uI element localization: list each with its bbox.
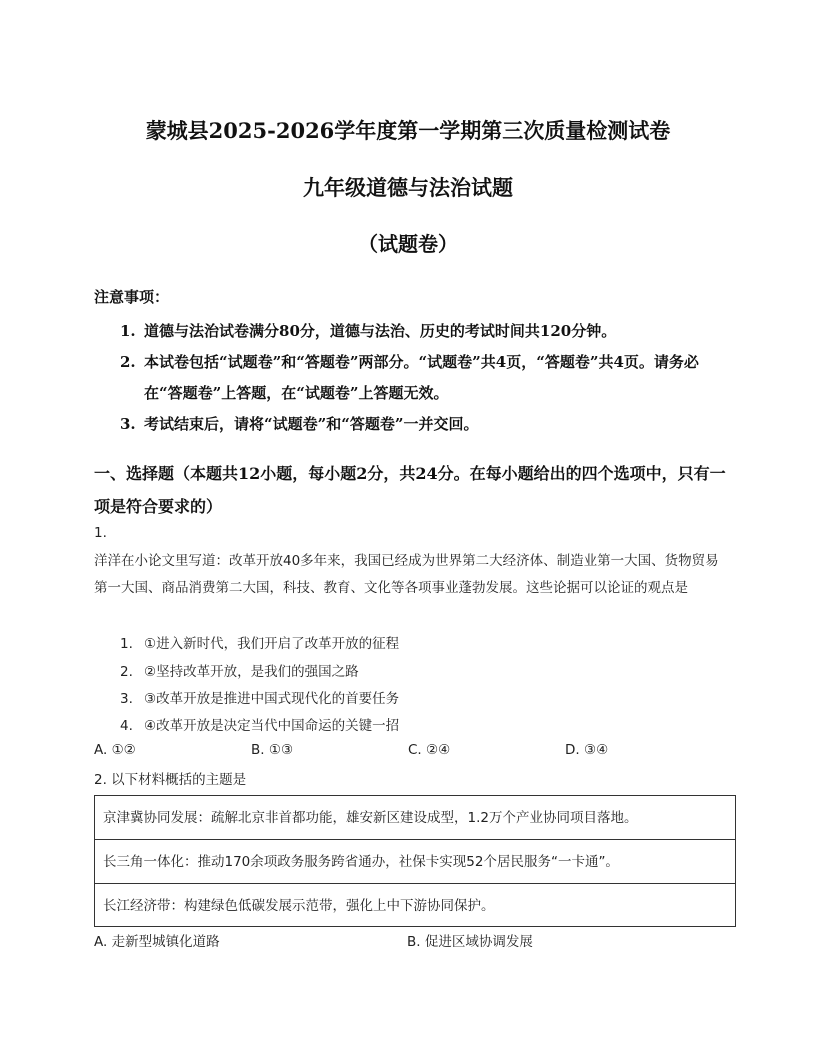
option-d[interactable]: D. ③④ [565, 742, 609, 758]
notice-item-number: 3. [120, 415, 136, 433]
statement-item [120, 714, 399, 734]
section-heading: 一、选择题（本题共12小题，每小题2分，共24分。在每小题给出的四个选项中，只有一项是符合要求的） [94, 464, 726, 516]
material-row: 长江经济带：构建绿色低碳发展示范带，强化上中下游协同保护。 [103, 898, 495, 914]
statement-number: 1. [120, 636, 133, 652]
question-number: 1. [94, 525, 107, 541]
notice-item-text: 道德与法治试卷满分80分，道德与法治、历史的考试时间共120分钟。 [144, 322, 617, 340]
statement-text: ①进入新时代，我们开启了改革开放的征程 [144, 636, 400, 652]
question-stem: 洋洋在小论文里写道：改革开放40多年来，我国已经成为世界第二大经济体、制造业第一大国、货物贸易第一大国、商品消费第二大国，科技、教育、文化等各项事业蓬勃发展。这些论据可以论证的观点是 [94, 553, 719, 596]
notice-item-text: 考试结束后，请将“试题卷”和“答题卷”一并交回。 [144, 415, 479, 433]
statement-number: 3. [120, 691, 133, 707]
exam-title: 蒙城县2025-2026学年度第一学期第三次质量检测试卷 [145, 118, 671, 143]
notice-heading: 注意事项： [94, 288, 170, 306]
notice-item [120, 409, 720, 440]
statement-item [120, 687, 399, 707]
answer-options [94, 742, 734, 758]
material-table [94, 795, 736, 927]
option-b[interactable]: B. 促进区域协调发展 [407, 934, 533, 950]
statement-item [120, 660, 359, 680]
statement-text: ②坚持改革开放，是我们的强国之路 [144, 664, 359, 680]
volume-label: （试题卷） [358, 232, 458, 256]
notice-item-text: 本试卷包括“试题卷”和“答题卷”两部分。“试题卷”共4页，“答题卷”共4页。请务必在“答题卷”上答题，在“试题卷”上答题无效。 [144, 353, 699, 402]
statement-item [120, 632, 399, 652]
option-a[interactable]: A. ①② [94, 742, 136, 758]
material-row: 长三角一体化：推动170余项政务服务跨省通办，社保卡实现52个居民服务“一卡通”。 [95, 840, 735, 884]
statement-text: ④改革开放是决定当代中国命运的关键一招 [144, 718, 400, 734]
notice-item-number: 2. [120, 353, 136, 371]
option-b[interactable]: B. ①③ [251, 742, 294, 758]
answer-options [94, 930, 734, 950]
statement-number: 4. [120, 718, 133, 734]
notice-item [120, 347, 734, 409]
material-row: 京津冀协同发展：疏解北京非首都功能，雄安新区建设成型，1.2万个产业协同项目落地。 [95, 796, 735, 840]
option-c[interactable]: C. ②④ [408, 742, 451, 758]
option-a[interactable]: A. 走新型城镇化道路 [94, 934, 220, 950]
statement-text: ③改革开放是推进中国式现代化的首要任务 [144, 691, 400, 707]
exam-subtitle: 九年级道德与法治试题 [303, 175, 513, 200]
statement-number: 2. [120, 664, 133, 680]
question-stem: 2. 以下材料概括的主题是 [94, 772, 247, 788]
notice-item [120, 316, 720, 347]
notice-item-number: 1. [120, 322, 136, 340]
